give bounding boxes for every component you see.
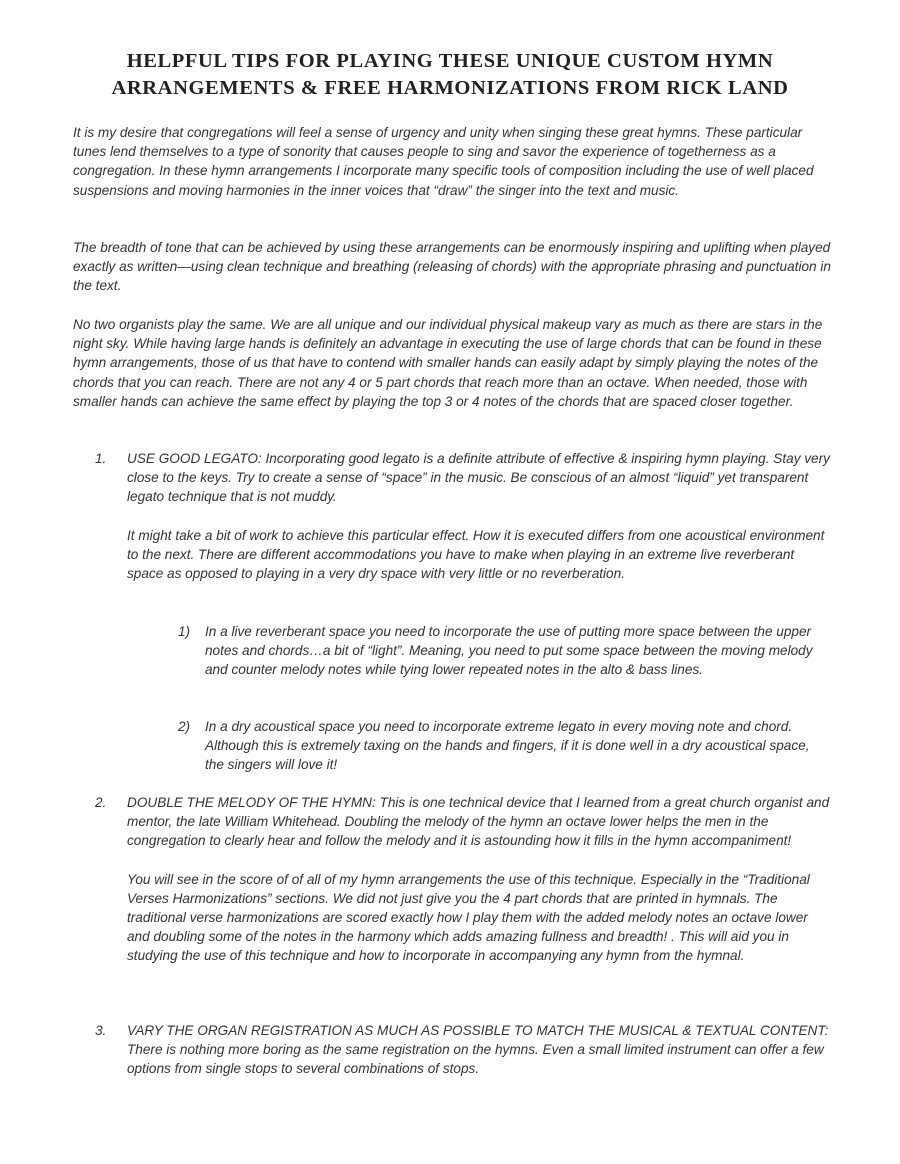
tip-number: 3. bbox=[95, 1023, 107, 1038]
sub-item-text: In a live reverberant space you need to incorporate the use of putting more space between the upper notes and chords…a bit of “light”. Meaning, you need to put some space between the moving melody and counter melody notes while tying lower repeated notes in the alto & bass lines. bbox=[205, 624, 813, 678]
tip-paragraph: USE GOOD LEGATO: Incorporating good legato is a definite attribute of effective & inspiring hymn playing. Stay very close to the keys. Try to create a sense of “space” in the music. Be conscious of an almost “liquid” yet transparent legato technique that is not muddy. bbox=[127, 451, 830, 505]
page-title-line-2: ARRANGEMENTS & FREE HARMONIZATIONS FROM RICK LAND bbox=[111, 77, 789, 99]
tip-paragraph: It might take a bit of work to achieve this particular effect. How it is executed differs from one acoustical environment to the next. There are different accommodations you have to make when playing in an extreme live reverberant space as opposed to playing in a very dry space with very little or no reverberation. bbox=[127, 527, 825, 582]
intro-paragraph: No two organists play the same. We are all unique and our individual physical makeup vary as much as there are stars in the night sky. While having large hands is definitely an advantage in executing the use of large chords that can be found in these hymn arrangements, those of us that have to contend with smaller hands can easily adapt by simply playing the notes of the chords that you can reach. There are not any 4 or 5 part chords that reach more than an octave. When needed, those with smaller hands can achieve the same effect by playing the top 3 or 4 notes of the chords that are spaced closer together. bbox=[73, 317, 823, 409]
tip-item-double-melody bbox=[95, 793, 830, 966]
page-title bbox=[40, 48, 860, 102]
tip-number: 2. bbox=[95, 795, 107, 810]
page-title-line-1: HELPFUL TIPS FOR PLAYING THESE UNIQUE CUSTOM HYMN bbox=[126, 50, 774, 72]
intro-paragraph: It is my desire that congregations will feel a sense of urgency and unity when singing these great hymns. These particular tunes lend themselves to a type of sonority that causes people to sing and savor the experience of togetherness as a congregation. In these hymn arrangements I incorporate many specific tools of composition including the use of well placed suspensions and moving harmonies in the inner voices that “draw” the singer into the text and music. bbox=[73, 125, 814, 198]
tip-paragraph: You will see in the score of of all of my hymn arrangements the use of this technique. Especially in the “Traditional Verses Harmonizations” sections. We did not just give you the 4 part chords that are printed in hymnals. The traditional verse harmonizations are scored exactly how I play them with the added melody notes an octave lower and doubling some of the notes in the harmony which adds amazing fullness and breadth! . This will aid you in studying the use of this technique and how to incorporate in accompanying any hymn from the hymnal. bbox=[127, 871, 810, 964]
sub-item-number: 2) bbox=[178, 719, 191, 734]
tip-paragraph: DOUBLE THE MELODY OF THE HYMN: This is one technical device that I learned from a great church organist and mentor, the late William Whitehead. Doubling the melody of the hymn an octave lower helps the men in the congregation to clearly hear and follow the melody and it is astounding how it fills in the hymn accompaniment! bbox=[127, 795, 830, 849]
tip-paragraph: VARY THE ORGAN REGISTRATION AS MUCH AS POSSIBLE TO MATCH THE MUSICAL & TEXTUAL CONTENT: There is nothing more boring as the same registration on the hymns. Even a small limited instrument can offer a few options from single stops to several combinations of stops. bbox=[127, 1023, 829, 1077]
sub-item-dry-space bbox=[178, 717, 828, 775]
tip-item-legato bbox=[95, 449, 830, 583]
sub-item-live-space bbox=[178, 622, 828, 680]
sub-item-number: 1) bbox=[178, 624, 191, 639]
sub-item-text: In a dry acoustical space you need to incorporate extreme legato in every moving note and chord. Although this is extremely taxing on the hands and fingers, if it is done well in a dry acoustical space, the singers will love it! bbox=[205, 719, 810, 773]
intro-paragraph: The breadth of tone that can be achieved by using these arrangements can be enormously inspiring and uplifting when played exactly as written—using clean technique and breathing (releasing of chords) with the appropriate phrasing and punctuation in the text. bbox=[73, 240, 831, 294]
tip-item-registration bbox=[95, 1021, 830, 1079]
tip-number: 1. bbox=[95, 451, 107, 466]
